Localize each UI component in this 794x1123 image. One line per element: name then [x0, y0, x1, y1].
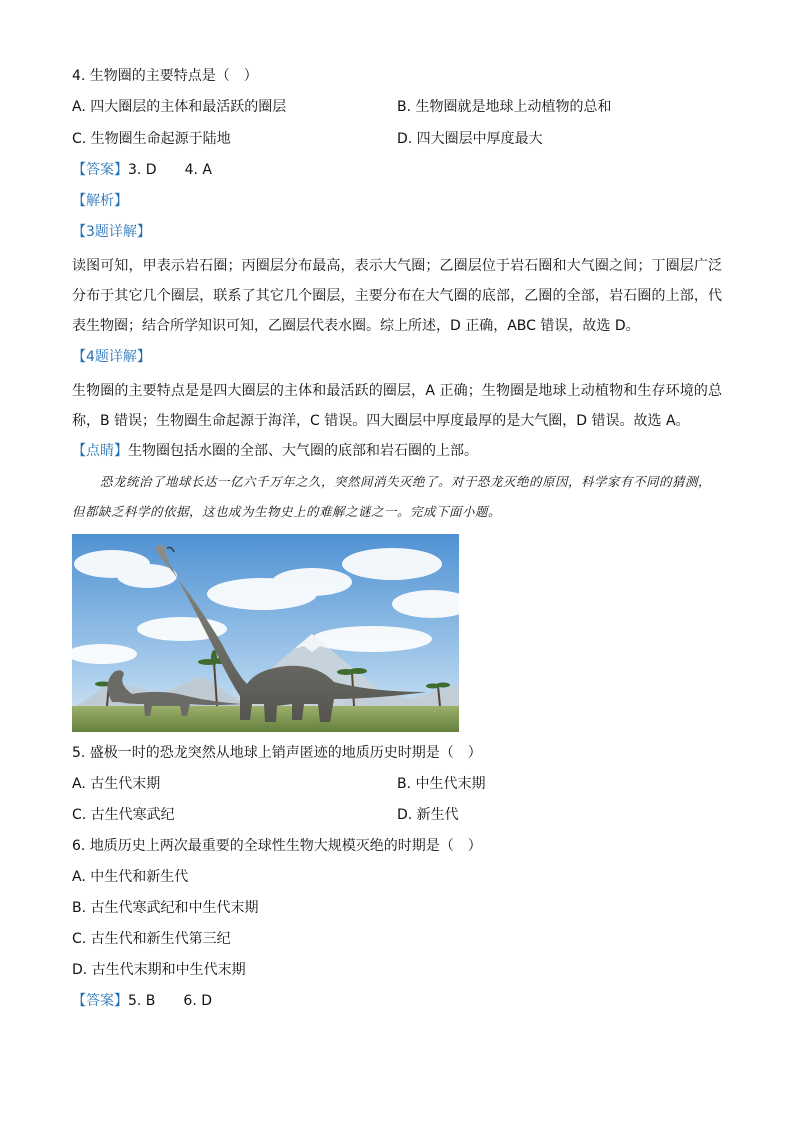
- analysis-tag: 【解析】: [72, 193, 128, 209]
- q4-option-b: B. 生物圈就是地球上动植物的总和: [397, 99, 612, 115]
- q5-option-b: B. 中生代末期: [397, 776, 486, 792]
- q6-option-d: D. 古生代末期和中生代末期: [72, 962, 246, 978]
- q4-option-a: A. 四大圈层的主体和最活跃的圈层: [72, 99, 287, 115]
- answer-tag-2: 【答案】: [72, 993, 128, 1009]
- dinosaur-scene-graphic: [72, 534, 459, 732]
- q6-option-c: C. 古生代和新生代第三纪: [72, 931, 231, 947]
- q4-option-c: C. 生物圈生命起源于陆地: [72, 131, 231, 147]
- reading-passage: 恐龙统治了地球长达一亿六千万年之久，突然间消失灭绝了。对于恐龙灭绝的原因，科学家有不同的猜测，但都缺乏科学的依据，这也成为生物史上的难解之谜之一。完成下面小题。: [72, 474, 712, 519]
- q4-detail-tag: 【4题详解】: [72, 349, 151, 365]
- answer-line-2: [72, 991, 212, 1011]
- q3-detail-text: 读图可知，甲表示岩石圈；丙圈层分布最高，表示大气圈；乙圈层位于岩石圈和大气圈之间；丁圈层广泛分布于其它几个圈层，联系了其它几个圈层，主要分布在大气圈的底部，乙圈的全部，岩石圈的上部，代表生物圈；结合所学知识可知，乙圈层代表水圈。综上所述，D 正确，ABC 错误，故选 D。: [72, 258, 722, 334]
- q6-option-a: A. 中生代和新生代: [72, 869, 189, 885]
- q4-option-d: D. 四大圈层中厚度最大: [397, 131, 543, 147]
- tip-line: [72, 441, 478, 461]
- answer-line-1: [72, 160, 212, 180]
- answer-text-2: 5. B 6. D: [128, 993, 212, 1009]
- answer-text: 3. D 4. A: [128, 162, 212, 178]
- q3-detail-tag: 【3题详解】: [72, 224, 151, 240]
- q5-option-a: A. 古生代末期: [72, 776, 161, 792]
- q6-stem: 6. 地质历史上两次最重要的全球性生物大规模灭绝的时期是（ ）: [72, 838, 482, 854]
- q5-option-d: D. 新生代: [397, 807, 459, 823]
- q6-option-b: B. 古生代寒武纪和中生代末期: [72, 900, 259, 916]
- dinosaur-illustration: [72, 534, 459, 732]
- q5-option-c: C. 古生代寒武纪: [72, 807, 175, 823]
- answer-tag: 【答案】: [72, 162, 128, 178]
- q4-detail-heading: [72, 347, 151, 367]
- q4-detail-text: 生物圈的主要特点是是四大圈层的主体和最活跃的圈层，A 正确；生物圈是地球上动植物和生存环境的总称，B 错误；生物圈生命起源于海洋，C 错误。四大圈层中厚度最厚的是大气圈，D 错误。故选 A。: [72, 383, 722, 429]
- analysis-line: [72, 191, 128, 211]
- q3-detail-heading: [72, 222, 151, 242]
- tip-text: 生物圈包括水圈的全部、大气圈的底部和岩石圈的上部。: [128, 443, 478, 459]
- q5-stem: 5. 盛极一时的恐龙突然从地球上销声匿迹的地质历史时期是（ ）: [72, 745, 482, 761]
- q4-stem: 4. 生物圈的主要特点是（ ）: [72, 68, 258, 84]
- tip-tag: 【点睛】: [72, 443, 128, 459]
